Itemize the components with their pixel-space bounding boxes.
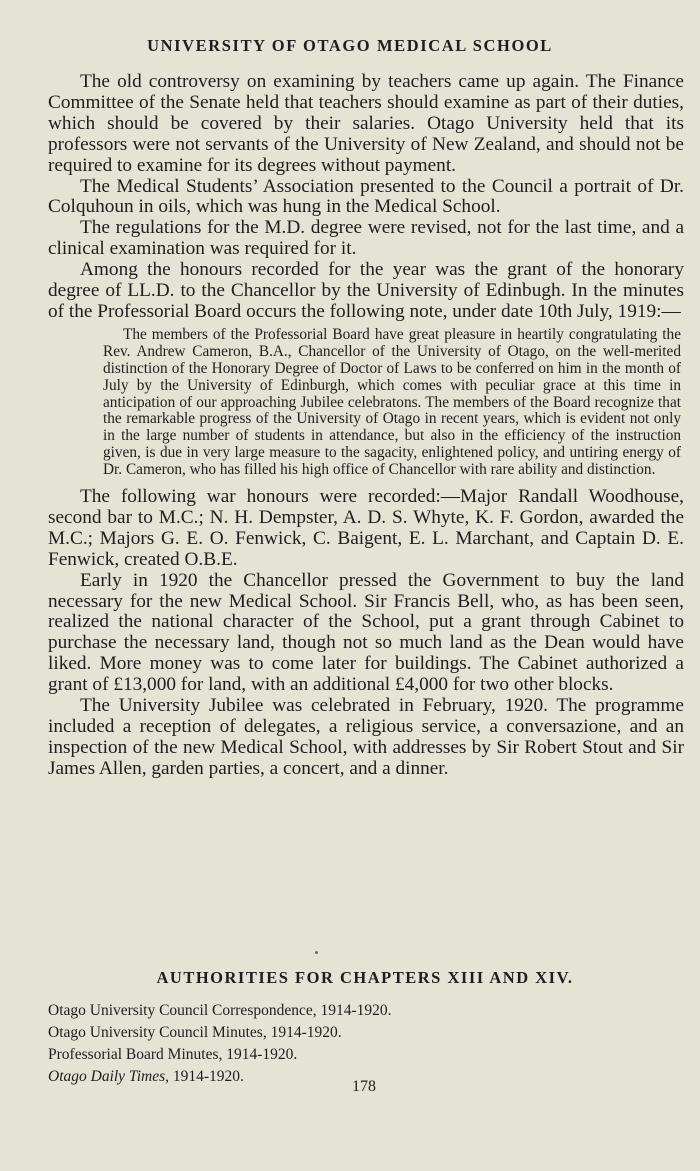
paragraph-md-regulations: The regulations for the M.D. degree were revised, not for the last time, and a clinical examination was required for it. bbox=[48, 217, 684, 260]
authority-newspaper-title: Otago Daily Times, bbox=[48, 1068, 169, 1085]
running-head: UNIVERSITY OF OTAGO MEDICAL SCHOOL bbox=[147, 36, 553, 55]
authority-item: Otago University Council Minutes, 1914-1920. bbox=[48, 1024, 342, 1041]
board-minutes-quote: The members of the Professorial Board have great pleasure in heartily congratulating the Rev. Andrew Cameron, B.A., Chancellor of the University of Otago, on the well-merited distinction of the Honorary Degree of Doctor of Laws to be conferred on him in the month of July by the University of Edinburgh, which comes with peculiar grace at this time in anticipation of our approaching Jubilee celebratons. The members of the Board recognize that the remarkable progress of the University of Otago in recent years, which is evident not only in the large number of students in attendance, but also in the efficiency of the instruction given, is due in very large measure to the sagacity, enlightened policy, and untiring energy of Dr. Cameron, who has filled his high office of Chancellor with rare ability and distinction. bbox=[103, 325, 681, 479]
paragraph-honorary-degree: Among the honours recorded for the year was the grant of the honorary degree of LL.D. to the Chancellor by the University of Edinbugh. In the minutes of the Professorial Board occurs the following note, under date 10th July, 1919:— bbox=[48, 259, 684, 322]
paragraph-examining-controversy: The old controversy on examining by teachers came up again. The Finance Committee of the Senate held that teachers should examine as part of their duties, which should be covered by their salaries. Otago University held that its professors were not servants of the University of New Zealand, and should not be required to examine for its degrees without payment. bbox=[48, 71, 684, 176]
ink-speck bbox=[315, 951, 318, 954]
authorities-list bbox=[48, 1000, 392, 1088]
paragraph-war-honours: The following war honours were recorded:—Major Randall Woodhouse, second bar to M.C.; N. H. Dempster, A. D. S. Whyte, K. F. Gordon, awarded the M.C.; Majors G. E. O. Fenwick, C. Baigent, E. L. Marchant, and Captain D. E. Fenwick, created O.B.E. bbox=[48, 486, 684, 570]
page-number: 178 bbox=[352, 1078, 376, 1095]
paragraph-land-purchase: Early in 1920 the Chancellor pressed the Government to buy the land necessary for the new Medical School. Sir Francis Bell, who, as has been seen, realized the national character of the School, put a grant through Cabinet to purchase the necessary land, though not so much land as the Dean would have liked. More money was to come later for buildings. The Cabinet authorized a grant of £13,000 for land, with an additional £4,000 for two other blocks. bbox=[48, 569, 684, 696]
body-text bbox=[48, 72, 684, 780]
authorities-heading: AUTHORITIES FOR CHAPTERS XIII AND XIV. bbox=[156, 968, 574, 987]
authority-newspaper-years: 1914-1920. bbox=[172, 1068, 244, 1085]
authority-item: Otago University Council Correspondence, 1914-1920. bbox=[48, 1002, 392, 1019]
paragraph-colquhoun-portrait: The Medical Students’ Association presented to the Council a portrait of Dr. Colquhoun in oils, which was hung in the Medical School. bbox=[48, 175, 684, 218]
paragraph-university-jubilee: The University Jubilee was celebrated in February, 1920. The programme included a reception of delegates, a religious service, a conversazione, and an inspection of the new Medical School, with addresses by Sir Robert Stout and Sir James Allen, garden parties, a concert, and a dinner. bbox=[48, 695, 684, 779]
authority-item: Professorial Board Minutes, 1914-1920. bbox=[48, 1046, 298, 1063]
